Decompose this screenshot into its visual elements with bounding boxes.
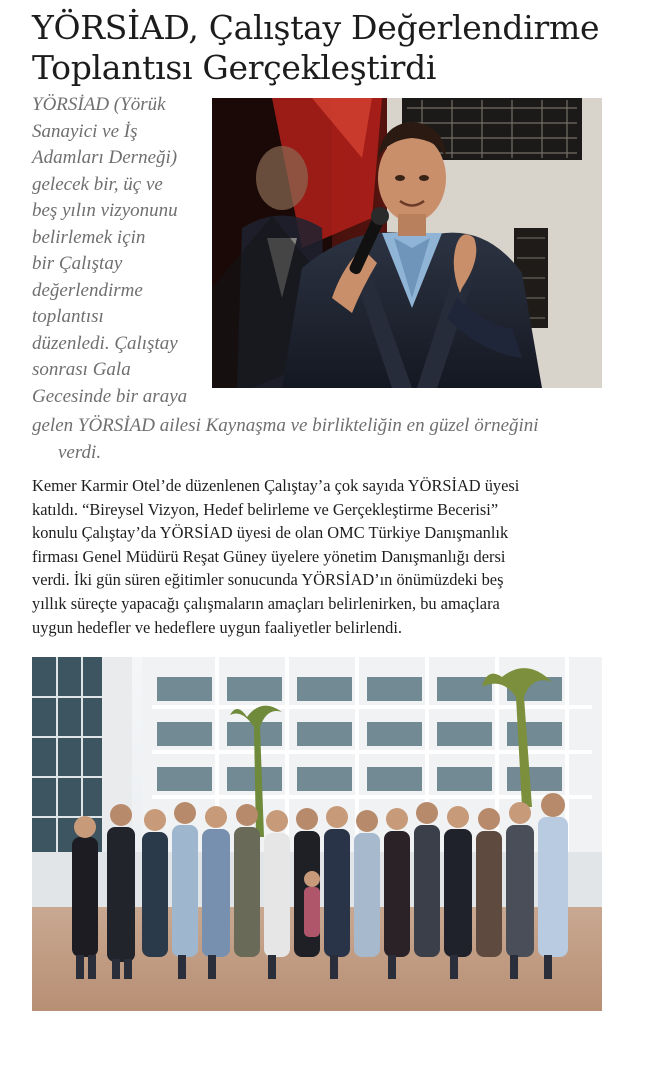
body-line: uygun hedefler ve hedeflere uygun faaliyetler belirlendi. [32, 617, 402, 637]
article-headline [32, 8, 632, 88]
lead-line: gelecek bir, üç ve [32, 173, 163, 195]
body-line: firması Genel Müdürü Reşat Güney üyelere yönetim Danışmanlığı dersi [32, 546, 506, 566]
body-line: konulu Çalıştay’da YÖRSİAD üyesi de olan OMC Türkiye Danışmanlık [32, 523, 509, 543]
lead-line: değerlendirme [32, 279, 143, 301]
lead-line: YÖRSİAD (Yörük [32, 94, 166, 115]
body-line: Kemer Karmir Otel’de düzenlenen Çalıştay’a çok sayıda YÖRSİAD üyesi [32, 476, 520, 495]
headline-line: YÖRSİAD, Çalıştay Değerlendirme [32, 8, 600, 47]
lead-line: belirlemek için [32, 226, 146, 248]
article-body [32, 474, 622, 639]
lead-line: beş yılın vizyonunu [32, 200, 178, 221]
body-line: yıllık süreçte yapacağı çalışmaların amaçları belirlenirken, bu amaçlara [32, 593, 500, 613]
speaker-photo [212, 98, 602, 388]
lead-line: gelen YÖRSİAD ailesi Kaynaşma ve birlikteliğin en güzel örneğini [32, 415, 539, 436]
body-line: katıldı. “Bireysel Vizyon, Hedef belirleme ve Gerçekleştirme Becerisi” [32, 499, 499, 519]
lead-paragraph-column [32, 92, 212, 410]
body-line: verdi. İki gün süren eğitimler sonucunda YÖRSİAD’ın önümüzdeki beş [32, 570, 504, 590]
group-photo-illustration [32, 657, 602, 1011]
headline-line: Toplantısı Gerçekleştirdi [32, 48, 437, 87]
lead-line: düzenledi. Çalıştay [32, 332, 178, 354]
group-photo [32, 657, 602, 1011]
lead-line: bir Çalıştay [32, 253, 123, 274]
lead-line: sonrası Gala [32, 359, 131, 380]
lead-line: Sanayici ve İş [32, 120, 138, 142]
speaker-photo-illustration [212, 98, 602, 388]
lead-paragraph-wide [32, 413, 632, 466]
lead-line: Gecesinde bir araya [32, 385, 188, 407]
lead-line: verdi. [58, 441, 102, 463]
lead-line: Adamları Derneği) [32, 147, 178, 168]
lead-line: toplantısı [32, 306, 104, 327]
